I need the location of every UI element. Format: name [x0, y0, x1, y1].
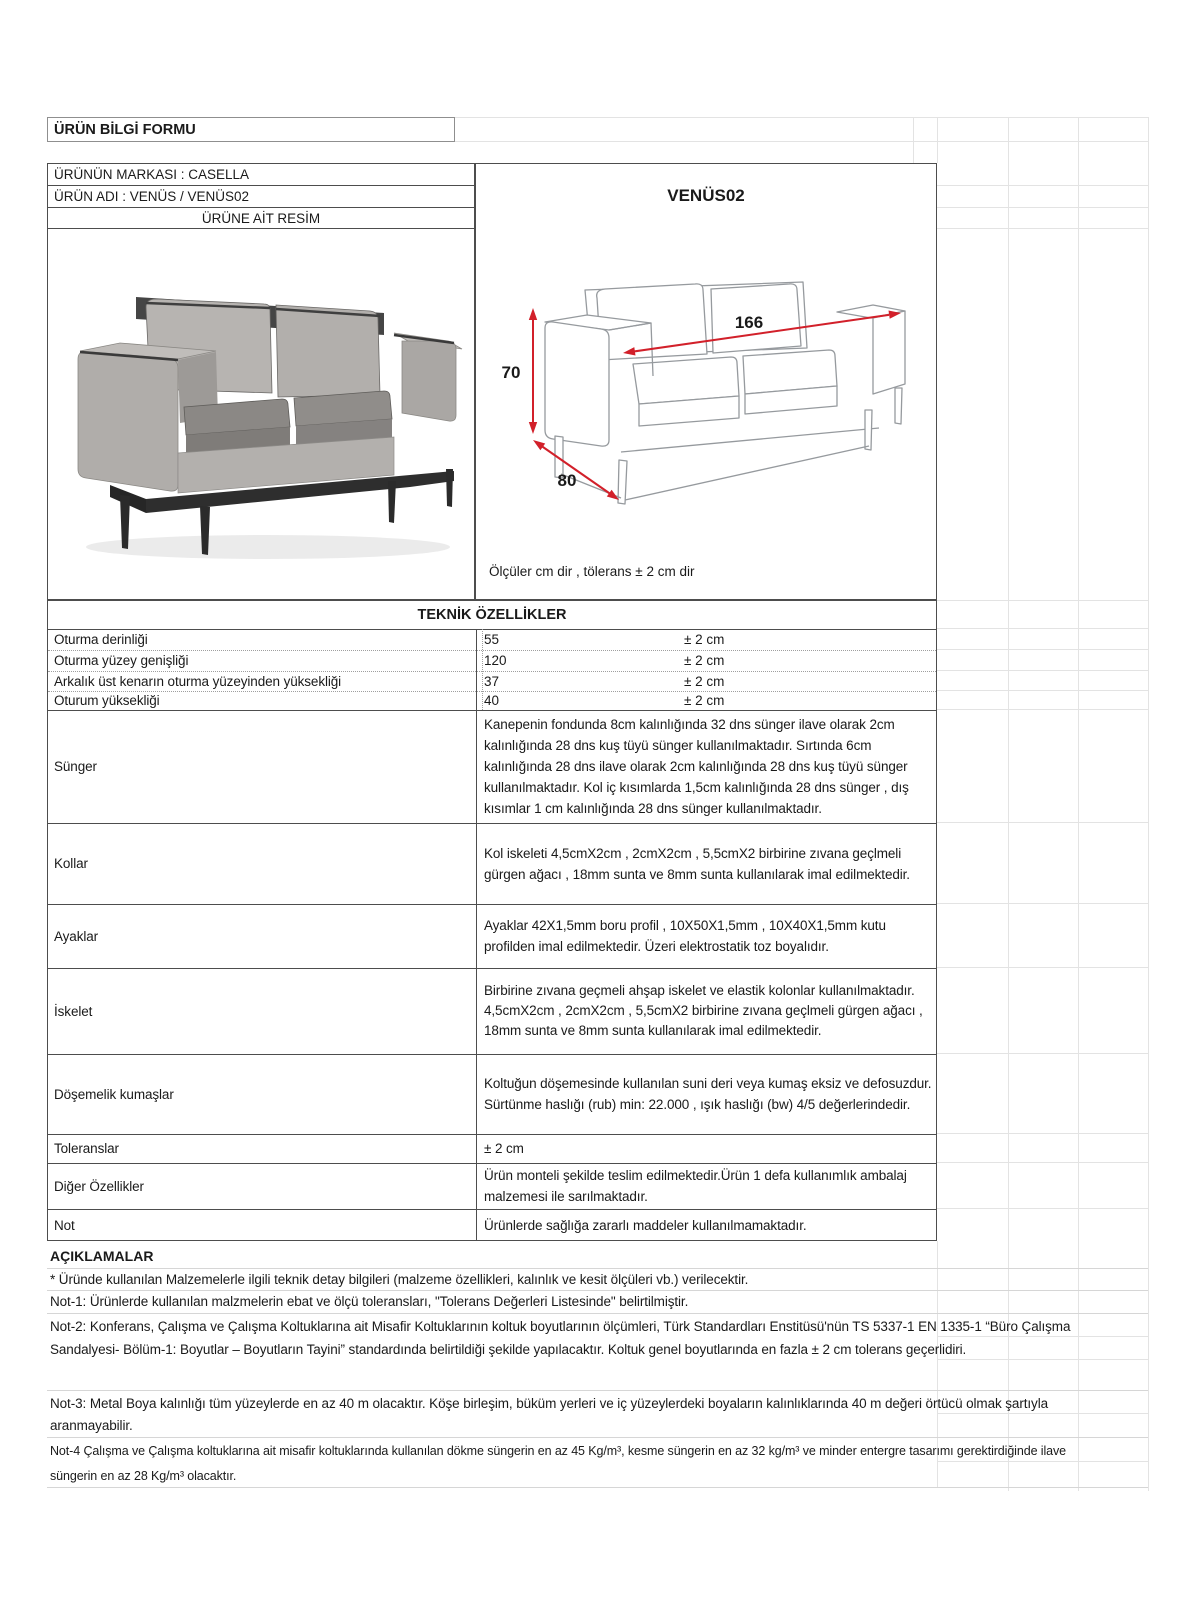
spec-label: Toleranslar	[54, 1141, 119, 1156]
spec-tolerance: ± 2 cm	[684, 632, 725, 647]
spec-tolerance: ± 2 cm	[684, 653, 725, 668]
spec-text: Ürünlerde sağlığa zararlı maddeler kullanılmamaktadır.	[484, 1218, 807, 1233]
spec-label: Döşemelik kumaşlar	[54, 1086, 174, 1102]
spec-text: ± 2 cm	[484, 1141, 524, 1156]
spec-text: Ürün monteli şekilde teslim edilmektedir.Ürün 1 defa kullanımlık ambalaj malzemesi ile sarılmaktadır.	[484, 1168, 907, 1204]
spec-label: Not	[54, 1218, 75, 1233]
spec-label: Kollar	[54, 856, 88, 871]
column-divider	[476, 629, 477, 1240]
dimension-drawing	[481, 226, 931, 556]
spec-value: 37	[484, 673, 500, 689]
grid-line	[937, 709, 1148, 710]
grid-line	[937, 600, 1148, 601]
drawing-model-title: VENÜS02	[667, 186, 745, 205]
line-leg	[865, 410, 872, 450]
spec-table	[47, 600, 937, 1241]
sofa-leg	[388, 481, 396, 523]
grid-line	[937, 207, 1148, 208]
form-title: ÜRÜN BİLGİ FORMU	[47, 117, 455, 142]
spec-label: Sünger	[54, 759, 97, 774]
sofa-left-arm-front	[78, 352, 178, 491]
drawing-caption: Ölçüler cm dir , tölerans ± 2 cm dir	[489, 564, 695, 579]
dim-depth-head-bottom	[607, 490, 619, 500]
grid-line	[937, 117, 938, 163]
note-item: Not-3: Metal Boya kalınlığı tüm yüzeylerde en az 40 m olacaktır. Köşe birleşim, büküm yerleri ve iç yüzeylerdeki boyaların kalınlıklarında 40 m değeri örtücü olmak şartıyla aranmayabilir.	[50, 1396, 1048, 1433]
grid-line	[937, 967, 1148, 968]
dim-height-head-top	[529, 308, 537, 320]
image-section-title: ÜRÜNE AİT RESİM	[47, 207, 475, 229]
dim-width-label: 166	[734, 313, 764, 332]
spec-text: Koltuğun döşemesinde kullanılan suni deri veya kumaş eksiz ve defosuzdur. Sürtünme haslığı (rub) min: 22.000 , ışık haslığı (bw) 4/5 değerlerindedir.	[484, 1076, 932, 1112]
note-item: Not-4 Çalışma ve Çalışma koltuklarına ait misafir koltuklarında kullanılan dökme süngerin en az 45 Kg/m³, kesme süngerin en az 32 kg/m³ ve minder entergre tasarımı gerektirdiğinde ilave süngerin en az 28 Kg/m³ olacaktır.	[50, 1444, 1066, 1483]
dim-depth-head-top	[533, 440, 545, 450]
grid-line	[937, 670, 1148, 671]
note-item: Not-1: Ürünlerde kullanılan malzmelerin ebat ve ölçü toleransları, "Tolerans Değerleri Listesinde" belirtilmiştir.	[50, 1294, 689, 1309]
spec-text: Birbirine zıvana geçmeli ahşap iskelet ve elastik kolonlar kullanılmaktadır. 4,5cmX2cm , 2cmX2cm , 5,5cmX2 birbirine zıvana geçlmeli gürgen ağacı , 18mm sunta ve 8mm sunta kullanılarak imal edilmektedir.	[484, 983, 923, 1038]
note-item: * Üründe kullanılan Malzemelerle ilgili teknik detay bilgileri (malzeme özellikleri, kalınlık ve kesit ölçüleri vb.) verilecektir.	[50, 1272, 749, 1287]
grid-line	[937, 1133, 1148, 1134]
sofa-back-cushion-right	[276, 305, 380, 397]
spec-text: Kol iskeleti 4,5cmX2cm , 2cmX2cm , 5,5cmX2 birbirine zıvana geçlmeli gürgen ağacı , 18mm sunta ve 8mm sunta kullanılarak imal edilmektedir.	[484, 845, 910, 882]
spec-tolerance: ± 2 cm	[684, 693, 725, 708]
grid-line	[937, 649, 1148, 650]
notes-header: AÇIKLAMALAR	[50, 1248, 154, 1264]
spec-table-header: TEKNİK ÖZELLİKLER	[417, 607, 567, 623]
dim-height-head-bottom	[529, 422, 537, 434]
line-frame-rail	[621, 428, 879, 452]
line-right-arm-outer	[873, 311, 905, 394]
spec-label: Ayaklar	[54, 928, 99, 944]
brand-row: ÜRÜNÜN MARKASI : CASELLA	[47, 163, 475, 186]
grid-line	[937, 1162, 1148, 1163]
spec-label: İskelet	[54, 1003, 93, 1019]
note-separator	[47, 1390, 1148, 1391]
grid-line	[937, 822, 1148, 823]
spec-text: Kanepenin fondunda 8cm kalınlığında 32 dns sünger ilave olarak 2cm kalınlığında 28 dns kuş tüyü sünger kullanılmaktadır. Sırtında 6cm kalınlığında 28 dns ilave olarak 2cm kalınlığında 28 dns kuş tüyü sünger kullanılmaktadır. Kol iç kısımlarda 1,5cm kalınlığında 28 dns sünger , dış kısımlar 1 cm kalınlığında 28 dns sünger kullanılmaktadır.	[484, 717, 909, 816]
grid-line	[1148, 117, 1149, 1491]
spec-label: Oturma yüzey genişliği	[54, 653, 189, 668]
grid-line	[937, 690, 1148, 691]
spec-tolerance: ± 2 cm	[684, 673, 725, 689]
spec-label: Oturma derinliği	[54, 632, 148, 647]
grid-line	[937, 185, 1148, 186]
value-column-dotted-line	[482, 629, 483, 710]
grid-line	[937, 1053, 1148, 1054]
grid-line	[937, 1208, 1148, 1209]
grid-line	[937, 628, 1148, 629]
grid-line	[913, 117, 914, 163]
sofa-right-arm-outer	[402, 341, 456, 421]
spec-text: Ayaklar 42X1,5mm boru profil , 10X50X1,5mm , 10X40X1,5mm kutu profilden imal edilmektedir. Üzeri elektrostatik toz boyalıdır.	[484, 918, 886, 954]
note-item: Not-2: Konferans, Çalışma ve Çalışma Koltuklarına ait Misafir Koltuklarının koltuk boyutlarının ölçümleri, Türk Standardları Enstitüsü'nün TS 5337-1 EN 1335-1 “Büro Çalışma Sandalyesi- Bölüm-1: Boyutlar – Boyutların Tayini” standardında belirtildiği şekilde yapılacaktır. Koltuk genel boyutlarında en fazla ± 2 cm tolerans geçerlidiri.	[50, 1319, 1071, 1357]
product-photo-box	[47, 228, 475, 600]
grid-line	[937, 903, 1148, 904]
technical-drawing-box	[475, 163, 937, 600]
product-photo	[50, 247, 474, 587]
sofa-leg	[446, 469, 453, 507]
spec-value: 40	[484, 693, 500, 708]
product-name-row: ÜRÜN ADI : VENÜS / VENÜS02	[47, 185, 475, 208]
spec-label: Oturum yüksekliği	[54, 693, 160, 708]
dim-arrow-depth	[533, 440, 619, 500]
line-left-arm-front	[545, 322, 609, 446]
note-separator	[47, 1313, 1148, 1314]
spec-label: Diğer Özellikler	[54, 1178, 144, 1194]
note-separator	[47, 1437, 1148, 1438]
dim-height-label: 70	[501, 363, 521, 382]
dim-depth-label: 80	[557, 471, 577, 490]
photo-shadow	[86, 535, 450, 559]
line-leg	[895, 388, 902, 424]
spec-label: Arkalık üst kenarın oturma yüzeyinden yüksekliği	[54, 673, 342, 689]
spec-value: 55	[484, 632, 500, 647]
grid-line	[937, 228, 1148, 229]
dim-arrow-height	[502, 308, 538, 434]
spec-value: 120	[484, 653, 507, 668]
